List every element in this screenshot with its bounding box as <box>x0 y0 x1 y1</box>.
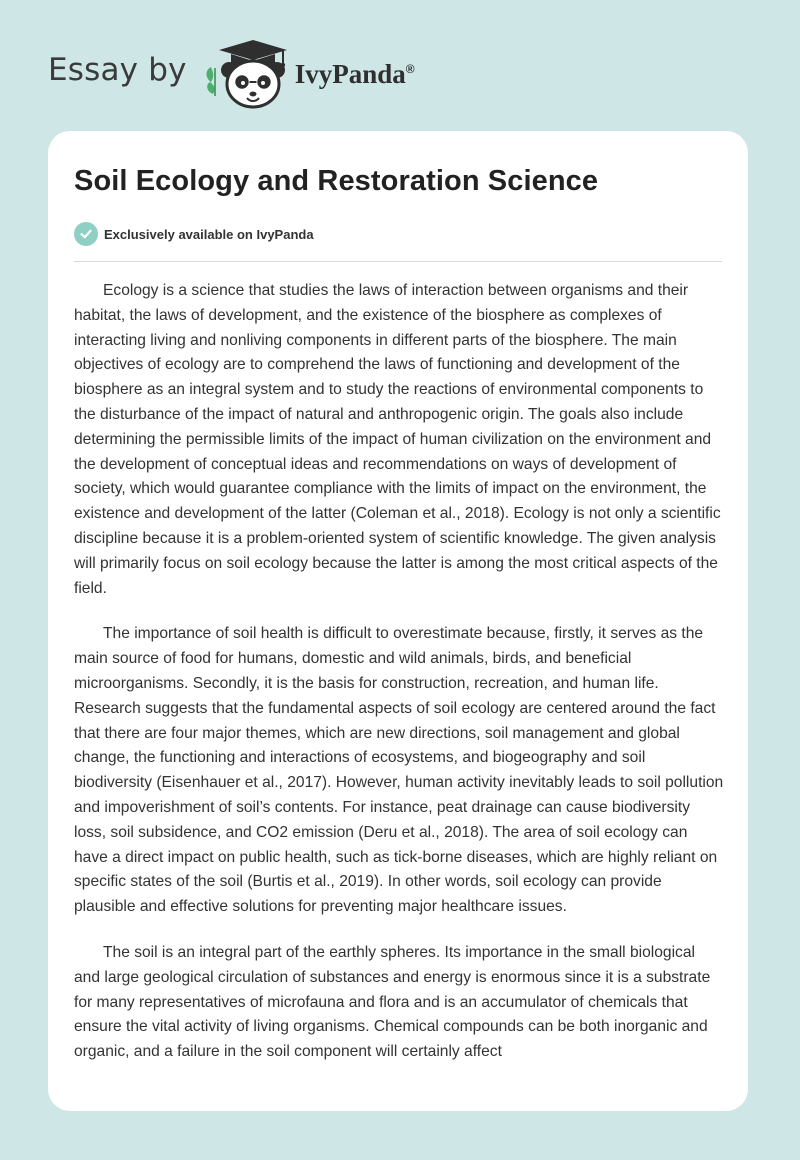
paragraph: The soil is an integral part of the earthly spheres. Its importance in the small biological and large geological circulation of substances and energy is enormous since it is a substrate for many representatives of microfauna and flora and is an accumulator of chemicals that ensure the vital activity of living organisms. Chemical compounds can be both inorganic and organic, and a failure in the soil component will certainly affect <box>74 943 711 1061</box>
exclusive-badge <box>74 222 314 246</box>
page-title: Soil Ecology and Restoration Science <box>74 165 599 197</box>
registered-mark: ® <box>405 61 415 76</box>
ivypanda-logo[interactable] <box>201 34 291 110</box>
essay-by-label: Essay by <box>48 52 187 88</box>
essay-card <box>48 131 748 1111</box>
exclusive-label: Exclusively available on IvyPanda <box>104 226 314 242</box>
essay-body <box>74 279 724 1086</box>
panda-icon <box>201 34 291 110</box>
paragraph: The importance of soil health is difficult to overestimate because, firstly, it serves as the main source of food for humans, domestic and wild animals, birds, and beneficial microorganisms. Secondly, it is the basis for construction, recreation, and human life. Research suggests that the fundamental aspects of soil ecology are centered around the fact that there are four major themes, which are new directions, soil management and global change, the functioning and interactions of ecosystems, and biogeography and soil biodiversity (Eisenhauer et al., 2017). However, human activity inevitably leads to soil pollution and impoverishment of soil’s contents. For instance, peat drainage can cause biodiversity loss, soil subsidence, and CO2 emission (Deru et al., 2018). The area of soil ecology can have a direct impact on public health, such as tick-borne diseases, which are highly reliant on specific states of the soil (Burtis et al., 2019). In other words, soil ecology can provide plausible and effective solutions for preventing major healthcare issues. <box>74 625 724 916</box>
divider <box>74 261 722 262</box>
check-icon <box>74 222 98 246</box>
site-header <box>48 34 748 110</box>
leaf-icon <box>206 67 215 96</box>
paragraph: Ecology is a science that studies the laws of interaction between organisms and their habitat, the laws of development, and the existence of the biosphere as complexes of interacting living and nonliving components in different parts of the biosphere. The main objectives of ecology are to comprehend the laws of functioning and development of the biosphere as an integral system and to study the reactions of environmental components to the disturbance of the impact of natural and anthropogenic origin. The goals also include determining the permissible limits of the impact of human civilization on the environment and the development of conceptual ideas and recommendations on ways of development of society, which would guarantee compliance with the limits of impact on the environment, the existence and development of the latter (Coleman et al., 2018). Ecology is not only a scientific discipline because it is a problem-oriented system of scientific knowledge. The given analysis will primarily focus on soil ecology because the latter is among the most critical aspects of the field. <box>74 282 721 597</box>
brand-name[interactable]: IvyPanda® <box>294 58 415 89</box>
